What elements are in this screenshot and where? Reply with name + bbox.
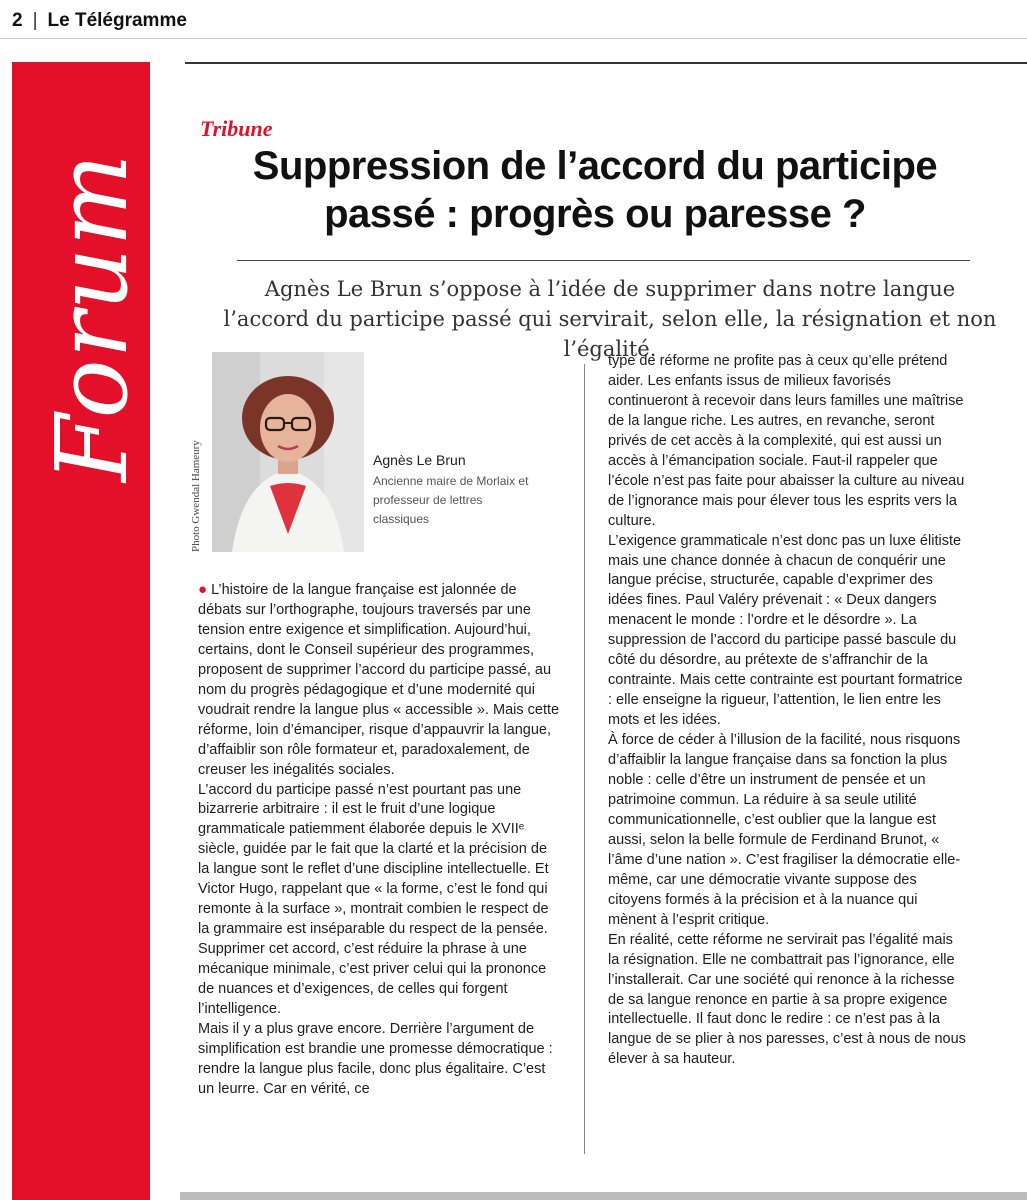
- publication-name: Le Télégramme: [47, 10, 187, 31]
- article-top-rule: [185, 62, 1027, 64]
- article-title: Suppression de l’accord du participe passé : progrès ou paresse ?: [252, 144, 938, 236]
- page-header: [12, 8, 187, 34]
- paragraph: L’accord du participe passé n’est pourtant pas une bizarrerie arbitraire : il est le fruit d’une logique grammaticale patiemment élaborée depuis le XVIIᵉ siècle, guidée par le fait que la clarté et la précision de la langue sont le reflet d’une discipline intellectuelle. Et Victor Hugo, rappelant que « la forme, c’est le fond qui remonte à la surface », montrait combien le respect de la grammaire est inséparable du respect de la pensée. Supprimer cet accord, c’est réduire la phrase à une mécanique minimale, c’est priver celui qui la prononce de nuances et d’exigences, de celles qui forgent l’intelligence.: [198, 781, 549, 1018]
- author-name: Agnès Le Brun: [373, 452, 466, 468]
- author-portrait-image: [212, 352, 364, 552]
- author-role: Ancienne maire de Morlaix et professeur de lettres classiques: [373, 474, 529, 526]
- section-label: Forum: [36, 152, 150, 482]
- paragraph-text: L’histoire de la langue française est jalonnée de débats sur l’orthographe, toujours traversés par une tension entre exigence et simplification. Aujourd’hui, certains, dont le Conseil supérieur des programmes, proposent de supprimer l’accord du participe passé, au nom du progrès pédagogique et d’une modernité qui voudrait rendre la langue plus « accessible ». Mais cette réforme, loin d’émanciper, risque d’appauvrir la langue, d’affaiblir son rôle formateur et, paradoxalement, de creuser les inégalités sociales.: [198, 582, 560, 778]
- title-rule: [237, 260, 970, 261]
- red-bullet-icon: ●: [198, 581, 208, 598]
- header-separator: |: [32, 10, 38, 31]
- footer-bar: [180, 1192, 1027, 1200]
- section-sidebar: [12, 62, 150, 1200]
- column-divider: [584, 364, 585, 1154]
- photo-credit: Photo Gwendal Hameury: [190, 440, 202, 552]
- article-column-1: [198, 580, 560, 1100]
- paragraph: [198, 580, 560, 781]
- paragraph: En réalité, cette réforme ne servirait pas l’égalité mais la résignation. Elle ne combattrait pas l’ignorance, elle l’installerait. Car une société qui renonce à la richesse de sa langue renonce en partie à sa propre exigence intellectuelle. Il faut donc le redire : ce n’est pas à la langue de se plier à nos paresses, c’est à nous de nous élever à sa hauteur.: [608, 931, 966, 1068]
- page-number: 2: [12, 10, 23, 31]
- header-rule: [0, 38, 1027, 39]
- article-column-2: [608, 352, 968, 1070]
- paragraph: type de réforme ne profite pas à ceux qu’elle prétend aider. Les enfants issus de milieux favorisés continueront à recevoir dans leurs familles une maîtrise de la langue riche. Les autres, en revanche, seront privés de cet accès à la complexité, qui est aussi un accès à l’émancipation sociale. Faut-il rappeler que l’école n’est pas faite pour abaisser la culture au niveau de l’ignorance mais pour élever tous les esprits vers la culture.: [608, 353, 965, 529]
- article-standfirst: Agnès Le Brun s’oppose à l’idée de supprimer dans notre langue l’accord du participe passé qui servirait, selon elle, la résignation et non l’égalité.: [223, 277, 997, 361]
- paragraph: Mais il y a plus grave encore. Derrière l’argument de simplification est brandie une promesse démocratique : rendre la langue plus facile, donc plus égalitaire. C’est un leurre. Car en vérité, ce: [198, 1020, 553, 1097]
- article-kicker: Tribune: [200, 116, 273, 141]
- paragraph: À force de céder à l’illusion de la facilité, nous risquons d’affaiblir la langue française dans sa fonction la plus noble : celle d’être un instrument de pensée et un patrimoine commun. La réduire à sa seule utilité communicationnelle, c’est oublier que la langue est aussi, selon la belle formule de Ferdinand Brunot, « l’âme d’une nation ». C’est fragiliser la démocratie elle-même, car une démocratie vivante suppose des citoyens formés à la précision et à la nuance qui mènent à l’esprit critique.: [608, 732, 961, 928]
- paragraph: L’exigence grammaticale n’est donc pas un luxe élitiste mais une chance donnée à chacun de conquérir une langue précise, structurée, capable d’exprimer des idées fines. Paul Valéry prévenait : « Deux dangers menacent le monde : l’ordre et le désordre ». La suppression de l’accord du participe passé bascule du côté du désordre, au prétexte de s’affranchir de la contrainte. Mais cette contrainte est pourtant formatrice : elle enseigne la rigueur, l’attention, le lien entre les mots et les idées.: [608, 532, 963, 729]
- author-photo: [212, 352, 364, 552]
